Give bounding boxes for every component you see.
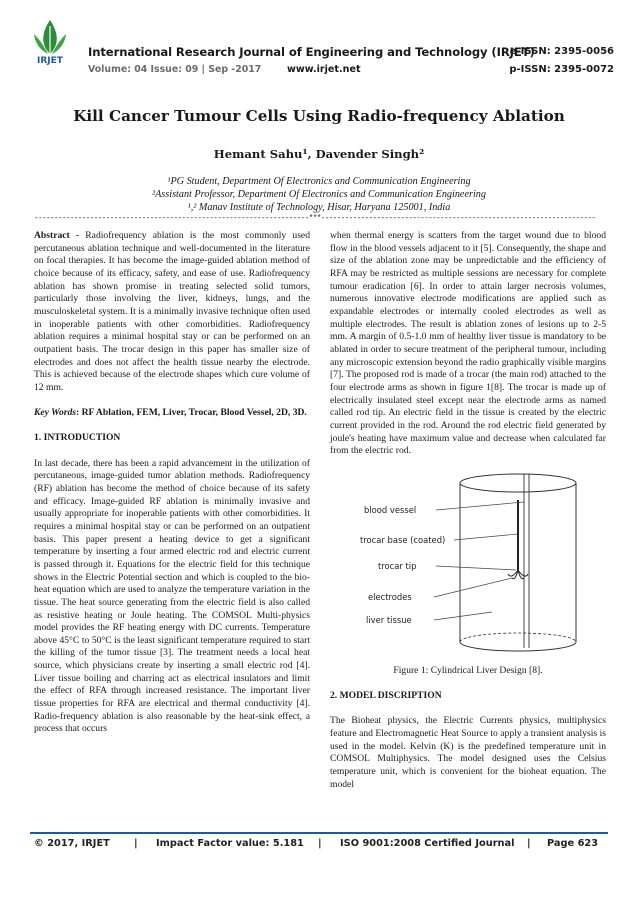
keywords-label: Key Words <box>34 407 77 419</box>
footer-divider-2: | <box>318 838 322 849</box>
footer-divider-3: | <box>527 838 531 849</box>
footer-copyright: © 2017, IRJET <box>34 838 110 849</box>
section-heading-introduction: 1. INTRODUCTION <box>34 432 121 444</box>
keywords-text: : RF Ablation, FEM, Liver, Trocar, Blood Vessel, 2D, 3D. <box>76 407 307 419</box>
abstract-label: Abstract - <box>34 230 86 241</box>
right-column <box>330 230 606 791</box>
volume-issue: Volume: 04 Issue: 09 | Sep -2017 <box>88 64 262 75</box>
paper-authors: Hemant Sahu¹, Davender Singh² <box>213 147 425 161</box>
abstract <box>34 230 310 395</box>
left-column <box>34 230 310 736</box>
label-blood-vessel: blood vessel <box>364 504 417 515</box>
p-issn: p-ISSN: 2395-0072 <box>509 64 614 75</box>
journal-logo <box>30 18 70 70</box>
figure-caption: Figure 1: Cylindrical Liver Design [8]. <box>393 664 543 676</box>
journal-website: www.irjet.net <box>287 64 361 75</box>
footer-divider-1: | <box>134 838 138 849</box>
logo-text: IRJET <box>37 56 63 66</box>
label-trocar-base: trocar base (coated) <box>360 534 446 545</box>
footer-iso: ISO 9001:2008 Certified Journal <box>340 838 515 849</box>
introduction-text: In last decade, there has been a rapid advancement in the utilization of percutaneous, image-guided tumor ablation methods. Radiofrequency (RF) ablation has become the method of choice because of its safety and efficacy. Image-guided RF ablation is minimally invasive and usually appropriate for inoperable patients with other comorbidities. It requires a minimal hospital stay or can be performed on an outpatient basis. This paper present a heating device to get a significant temperature by inserting a four armed electric rod and electric current is passed through it. Equations for the electric field for this technique shows in the Electric Potential section and which is coupled to the bio-heat equation which are used to analyze the temperature variation in the tissue. The heat source generating from the electric field is also called as resistive heating or Joule heating. The COMSOL Multi-physics model provides the RF heating energy with DC currents. Temperature above 45°C to 50°C is the least significant temperature required to start the killing of the tumor tissue [3]. The treatment needs a local heat source, which physicians create by inserting a small electric rod [4]. Liver tissue boiling and charring act as electrical insulators and limit the effect of RFA through increased resistance. The important liver tissue properties for RFA are electrical and thermal conductivity [4]. Radio-frequency ablation is also reasonable by the heat-sink effect, a process that occurs <box>34 457 310 735</box>
keywords <box>34 407 310 420</box>
introduction-continued: when thermal energy is scatters from the target wound due to blood flow in the blood vessels adjacent to it [5]. Consequently, the shape and size of the ablation zone may be unpredictable and the efficiency of RFA may be restricted as multiple sessions are necessary for complete tumour eradication [6]. In order to attain larger necrosis volumes, numerous innovative electrode modifications are applied such as expandable electrodes or internally cooled electrodes as well as multiple electrodes. The result is ablation zones of lesions up to 2-5 mm. A margin of 0.5-1.0 mm of healthy liver tissue is mandatory to be ablated in order to secure treatment of the peripheral tumour, including any microscopic extension beyond the radio graphically visible margins [7]. The proposed rod is made of a trocar (the main rod) attached to the four electrode arms as shown in figure 1[8]. The trocar is made up of electrically insulated steel except near the electrode arms as named called rod tip. An electric field in the tissue is created by the electric current provided in the rod. Around the rod electric field generated by joule's heating have maximum value and decrease when calculated far from the electric rod. <box>330 230 606 457</box>
liver-cylinder-diagram <box>330 470 606 665</box>
section-heading-model: 2. MODEL DISCRIPTION <box>330 690 442 702</box>
footer-impact-factor: Impact Factor value: 5.181 <box>156 838 304 849</box>
footer-rule <box>30 832 608 834</box>
e-issn: e-ISSN: 2395-0056 <box>509 46 614 57</box>
footer-page-number: Page 623 <box>547 838 599 849</box>
label-liver-tissue: liver tissue <box>366 614 412 625</box>
model-description-text: The Bioheat physics, the Electric Currents physics, multiphysics feature and Electromagnetic Heat Source to apply a transient analysis is used in the model. Kelvin (K) is the predefined temperature unit in COMSOL Multiphysics. The model designed uses the Celsius temperature unit, which is convenient for the bioheat equation. The model <box>330 715 606 790</box>
affiliation-2: ²Assistant Professor, Department Of Electronics and Communication Engineering <box>152 189 486 200</box>
affiliation-3: ¹,² Manav Institute of Technology, Hisar, Haryana 125001, India <box>187 202 451 213</box>
abstract-text: Radiofrequency ablation is the most commonly used percutaneous ablation technique and well-documented in the literature on focal therapies. It has become the image-guided ablation method of choice because of its efficacy, safety, and ease of use. Radiofrequency ablation has shown promise in treating selected solid tumors, particularly those involving the liver, kidneys, lungs, and the musculoskeletal system. It is a minimally invasive technique often used in inoperable patients with other comorbidities. Radiofrequency ablation requires a minimal hospital stay or can be performed on an outpatient basis. The trocar design in this paper has smaller size of electrodes and does not affect the health tissue nearby the electrode. This is achieved because of the electrode shapes which cure volume of 12 mm. <box>34 230 310 393</box>
affiliation-1: ¹PG Student, Department Of Electronics and Communication Engineering <box>167 176 471 187</box>
figure-cylindrical-liver <box>330 470 606 665</box>
label-electrodes: electrodes <box>368 591 412 602</box>
label-trocar-tip: trocar tip <box>378 560 417 571</box>
journal-title: International Research Journal of Engineering and Technology (IRJET) <box>88 45 535 59</box>
section-separator: ---------------------------------------------------------------------***--------------------------------------------------------------------- <box>34 214 596 223</box>
paper-title: Kill Cancer Tumour Cells Using Radio-frequency Ablation <box>73 107 565 125</box>
